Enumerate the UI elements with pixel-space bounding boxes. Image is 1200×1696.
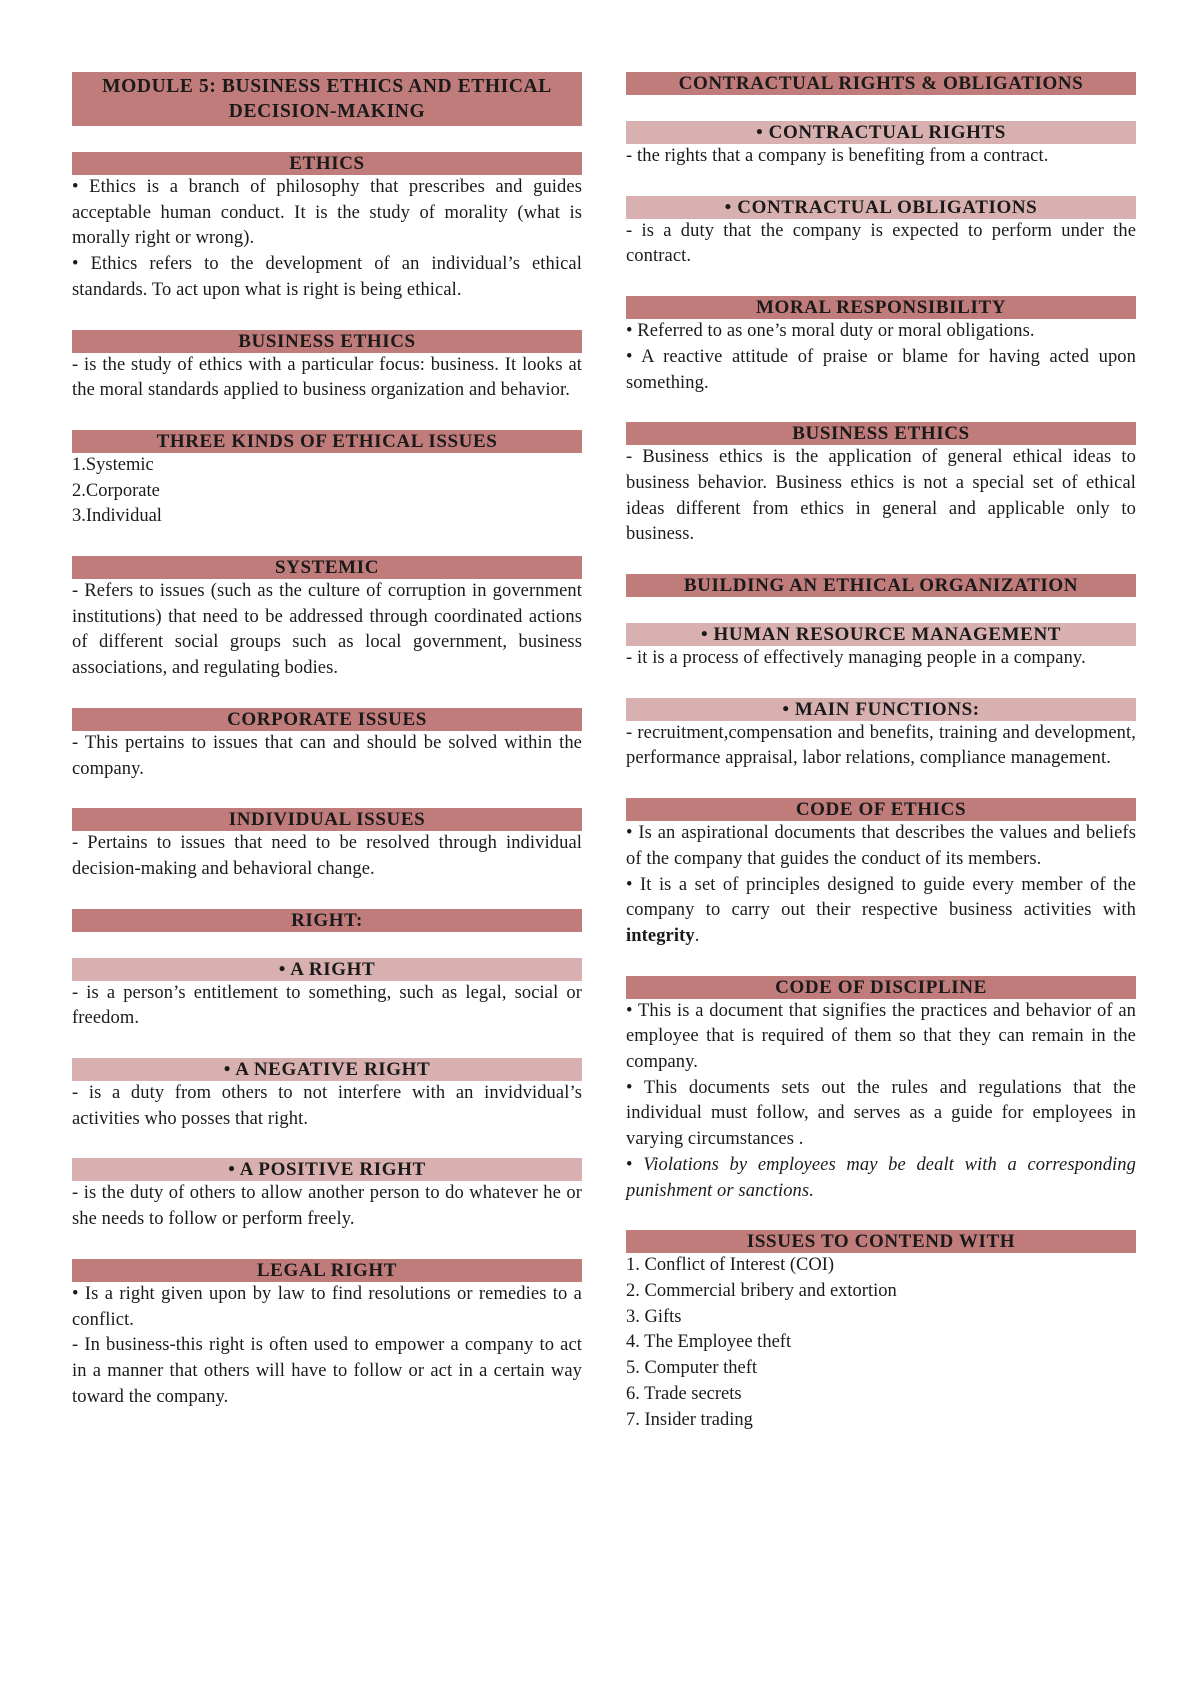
paragraph: - is a person’s entitlement to something, such as legal, social or freedom. [72,982,582,1029]
section-heading: BUILDING AN ETHICAL ORGANIZATION [626,574,1136,597]
section-negative-right [72,1058,582,1132]
section-heading: ETHICS [72,152,582,175]
section-business-ethics [72,330,582,404]
section-contractual [626,72,1136,95]
subsection-heading: • A RIGHT [72,958,582,981]
paragraph: - is a duty that the company is expected to perform under the contract. [626,220,1136,267]
section-heading: RIGHT: [72,909,582,932]
section-moral-responsibility [626,296,1136,396]
section-heading: THREE KINDS OF ETHICAL ISSUES [72,430,582,453]
paragraph: • Is a right given upon by law to find resolutions or remedies to a conflict. [72,1283,582,1330]
section-issues [626,1230,1136,1433]
paragraph: - Refers to issues (such as the culture of corruption in government institutions) that need to be addressed through coordinated actions of different social groups such as local government, business associations, and regulating bodies. [72,581,582,679]
section-business-ethics-right [626,422,1136,548]
subsection-heading: • A POSITIVE RIGHT [72,1158,582,1181]
section-positive-right [72,1158,582,1232]
list-item: 5. Computer theft [626,1358,758,1379]
section-right [72,909,582,932]
section-code-of-ethics [626,798,1136,950]
section-systemic [72,556,582,682]
text-run: • It is a set of principles designed to guide every member of the company to carry out their respective business activities with [626,874,1136,921]
list-item: 1.Systemic [72,454,154,475]
list-item: 4. The Employee theft [626,1332,792,1353]
section-heading: LEGAL RIGHT [72,1259,582,1282]
section-heading: BUSINESS ETHICS [626,422,1136,445]
list-item: 6. Trade secrets [626,1383,742,1404]
section-heading: CODE OF DISCIPLINE [626,976,1136,999]
paragraph: - recruitment,compensation and benefits, training and development, performance appraisal, labor relations, compliance management. [626,722,1136,769]
list-item: 2.Corporate [72,480,160,501]
paragraph [626,873,1136,950]
paragraph: - the rights that a company is benefiting from a contract. [626,146,1049,166]
section-building [626,574,1136,597]
issues-list [626,1253,1136,1433]
list-item: 1. Conflict of Interest (COI) [626,1255,835,1276]
text-run: . [694,925,700,946]
section-heading: SYSTEMIC [72,556,582,579]
section-hrm [626,623,1136,672]
section-contractual-rights [626,121,1136,170]
section-heading: BUSINESS ETHICS [72,330,582,353]
paragraph: - is a duty from others to not interfere with an invidvidual’s activities who posses that right. [72,1083,582,1129]
text-run: • [626,1154,644,1175]
paragraph: - In business-this right is often used to empower a company to act in a manner that others will have to follow or act in a certain way toward the company. [72,1335,582,1407]
list-item: 2. Commercial bribery and extortion [626,1280,897,1301]
paragraph: - Business ethics is the application of general ethical ideas to business behavior. Business ethics is not a special set of ethical ideas different from ethics in general and applicable only to business. [626,447,1136,545]
section-individual [72,808,582,882]
paragraph: - is the duty of others to allow another person to do whatever he or she needs to follow or perform freely. [72,1183,582,1230]
paragraph: • Referred to as one’s moral duty or moral obligations. [626,321,1035,342]
section-heading: MORAL RESPONSIBILITY [626,296,1136,319]
italic-text: Violations by employees may be dealt with a corresponding punishment or sanctions. [626,1154,1136,1201]
module-title: MODULE 5: BUSINESS ETHICS AND ETHICAL DECISION-MAKING [72,72,582,126]
section-heading: INDIVIDUAL ISSUES [72,808,582,831]
section-contractual-obligations [626,196,1136,270]
ethical-issues-list [72,453,582,530]
paragraph: - it is a process of effectively managing people in a company. [626,648,1086,669]
section-three-kinds [72,430,582,530]
section-heading: CONTRACTUAL RIGHTS & OBLIGATIONS [626,72,1136,95]
section-a-right [72,958,582,1032]
section-code-of-discipline [626,976,1136,1205]
paragraph: • Is an aspirational documents that describes the values and beliefs of the company that guides the conduct of its members. [626,823,1136,869]
subsection-heading: • CONTRACTUAL OBLIGATIONS [626,196,1136,219]
right-column [626,72,1136,1433]
paragraph: - This pertains to issues that can and should be solved within the company. [72,732,582,779]
section-main-functions [626,698,1136,772]
subsection-heading: • A NEGATIVE RIGHT [72,1058,582,1081]
paragraph: • A reactive attitude of praise or blame for having acted upon something. [626,346,1136,393]
paragraph: • Ethics is a branch of philosophy that prescribes and guides acceptable human conduct. It is the study of morality (what is morally right or wrong). [72,177,582,249]
subsection-heading: • HUMAN RESOURCE MANAGEMENT [626,623,1136,646]
subsection-heading: • MAIN FUNCTIONS: [626,698,1136,721]
section-heading: CORPORATE ISSUES [72,708,582,731]
list-item: 3. Gifts [626,1306,682,1327]
section-heading: ISSUES TO CONTEND WITH [626,1230,1136,1253]
paragraph [626,1153,1136,1204]
paragraph: • This documents sets out the rules and regulations that the individual must follow, and serves as a guide for employees in varying circumstances . [626,1077,1136,1150]
paragraph: • Ethics refers to the development of an individual’s ethical standards. To act upon what is right is being ethical. [72,254,582,300]
section-legal-right [72,1259,582,1411]
subsection-heading: • CONTRACTUAL RIGHTS [626,121,1136,144]
section-ethics [72,152,582,304]
paragraph: • This is a document that signifies the practices and behavior of an employee that is required of them so that they can remain in the company. [626,1000,1136,1073]
left-column [72,72,582,1410]
paragraph: - Pertains to issues that need to be resolved through individual decision-making and behavioral change. [72,833,582,879]
paragraph: - is the study of ethics with a particular focus: business. It looks at the moral standards applied to business organization and behavior. [72,354,582,401]
section-corporate [72,708,582,782]
section-heading: CODE OF ETHICS [626,798,1136,821]
emphasis-integrity: integrity [626,925,695,946]
list-item: 3.Individual [72,506,162,527]
list-item: 7. Insider trading [626,1409,753,1430]
